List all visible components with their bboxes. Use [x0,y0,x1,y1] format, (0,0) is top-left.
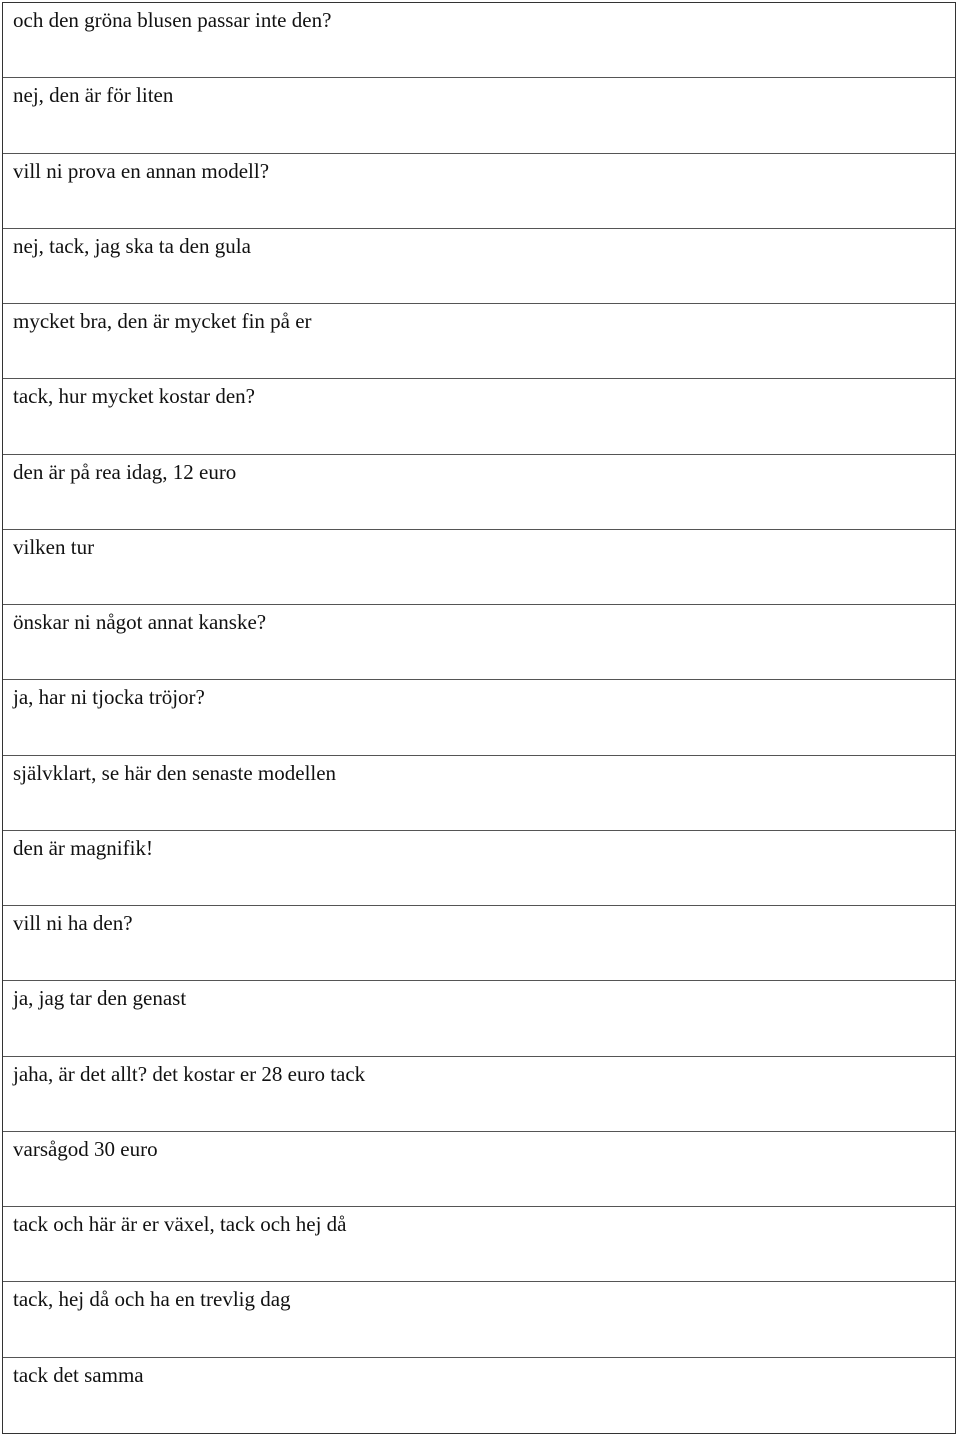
dialogue-line: önskar ni något annat kanske? [13,610,267,634]
dialogue-line: jaha, är det allt? det kostar er 28 euro tack [13,1061,366,1086]
dialogue-line: varsågod 30 euro [13,1136,158,1161]
dialogue-row [3,1282,955,1357]
dialogue-row [3,1207,955,1282]
dialogue-line: den är magnifik! [13,835,153,860]
dialogue-line: självklart, se här den senaste modellen [13,760,337,785]
dialogue-line: nej, tack, jag ska ta den gula [13,233,251,258]
dialogue-row [3,530,955,605]
dialogue-row [3,981,955,1056]
dialogue-table [2,2,956,1434]
dialogue-row [3,154,955,229]
dialogue-row [3,756,955,831]
dialogue-line: ja, har ni tjocka tröjor? [13,685,205,710]
dialogue-row [3,304,955,379]
dialogue-row [3,1132,955,1207]
dialogue-line: tack, hur mycket kostar den? [13,384,255,409]
dialogue-row [3,455,955,530]
dialogue-row [3,1057,955,1132]
dialogue-row [3,680,955,755]
dialogue-row [3,906,955,981]
dialogue-line: tack det samma [13,1362,144,1387]
dialogue-row [3,605,955,680]
dialogue-line: vill ni prova en annan modell? [13,158,270,183]
dialogue-row [3,229,955,304]
dialogue-line: vill ni ha den? [13,911,133,935]
dialogue-line: tack och här är er växel, tack och hej då [13,1212,347,1236]
dialogue-row [3,3,955,78]
dialogue-row [3,831,955,906]
dialogue-line: tack, hej då och ha en trevlig dag [13,1287,291,1312]
dialogue-row [3,379,955,454]
dialogue-line: och den gröna blusen passar inte den? [13,8,332,32]
dialogue-row [3,78,955,153]
dialogue-row [3,1358,955,1433]
dialogue-line: den är på rea idag, 12 euro [13,459,237,484]
dialogue-line: mycket bra, den är mycket fin på er [13,309,312,333]
dialogue-line: nej, den är för liten [13,83,174,108]
dialogue-line: vilken tur [13,534,95,559]
dialogue-line: ja, jag tar den genast [13,986,187,1011]
